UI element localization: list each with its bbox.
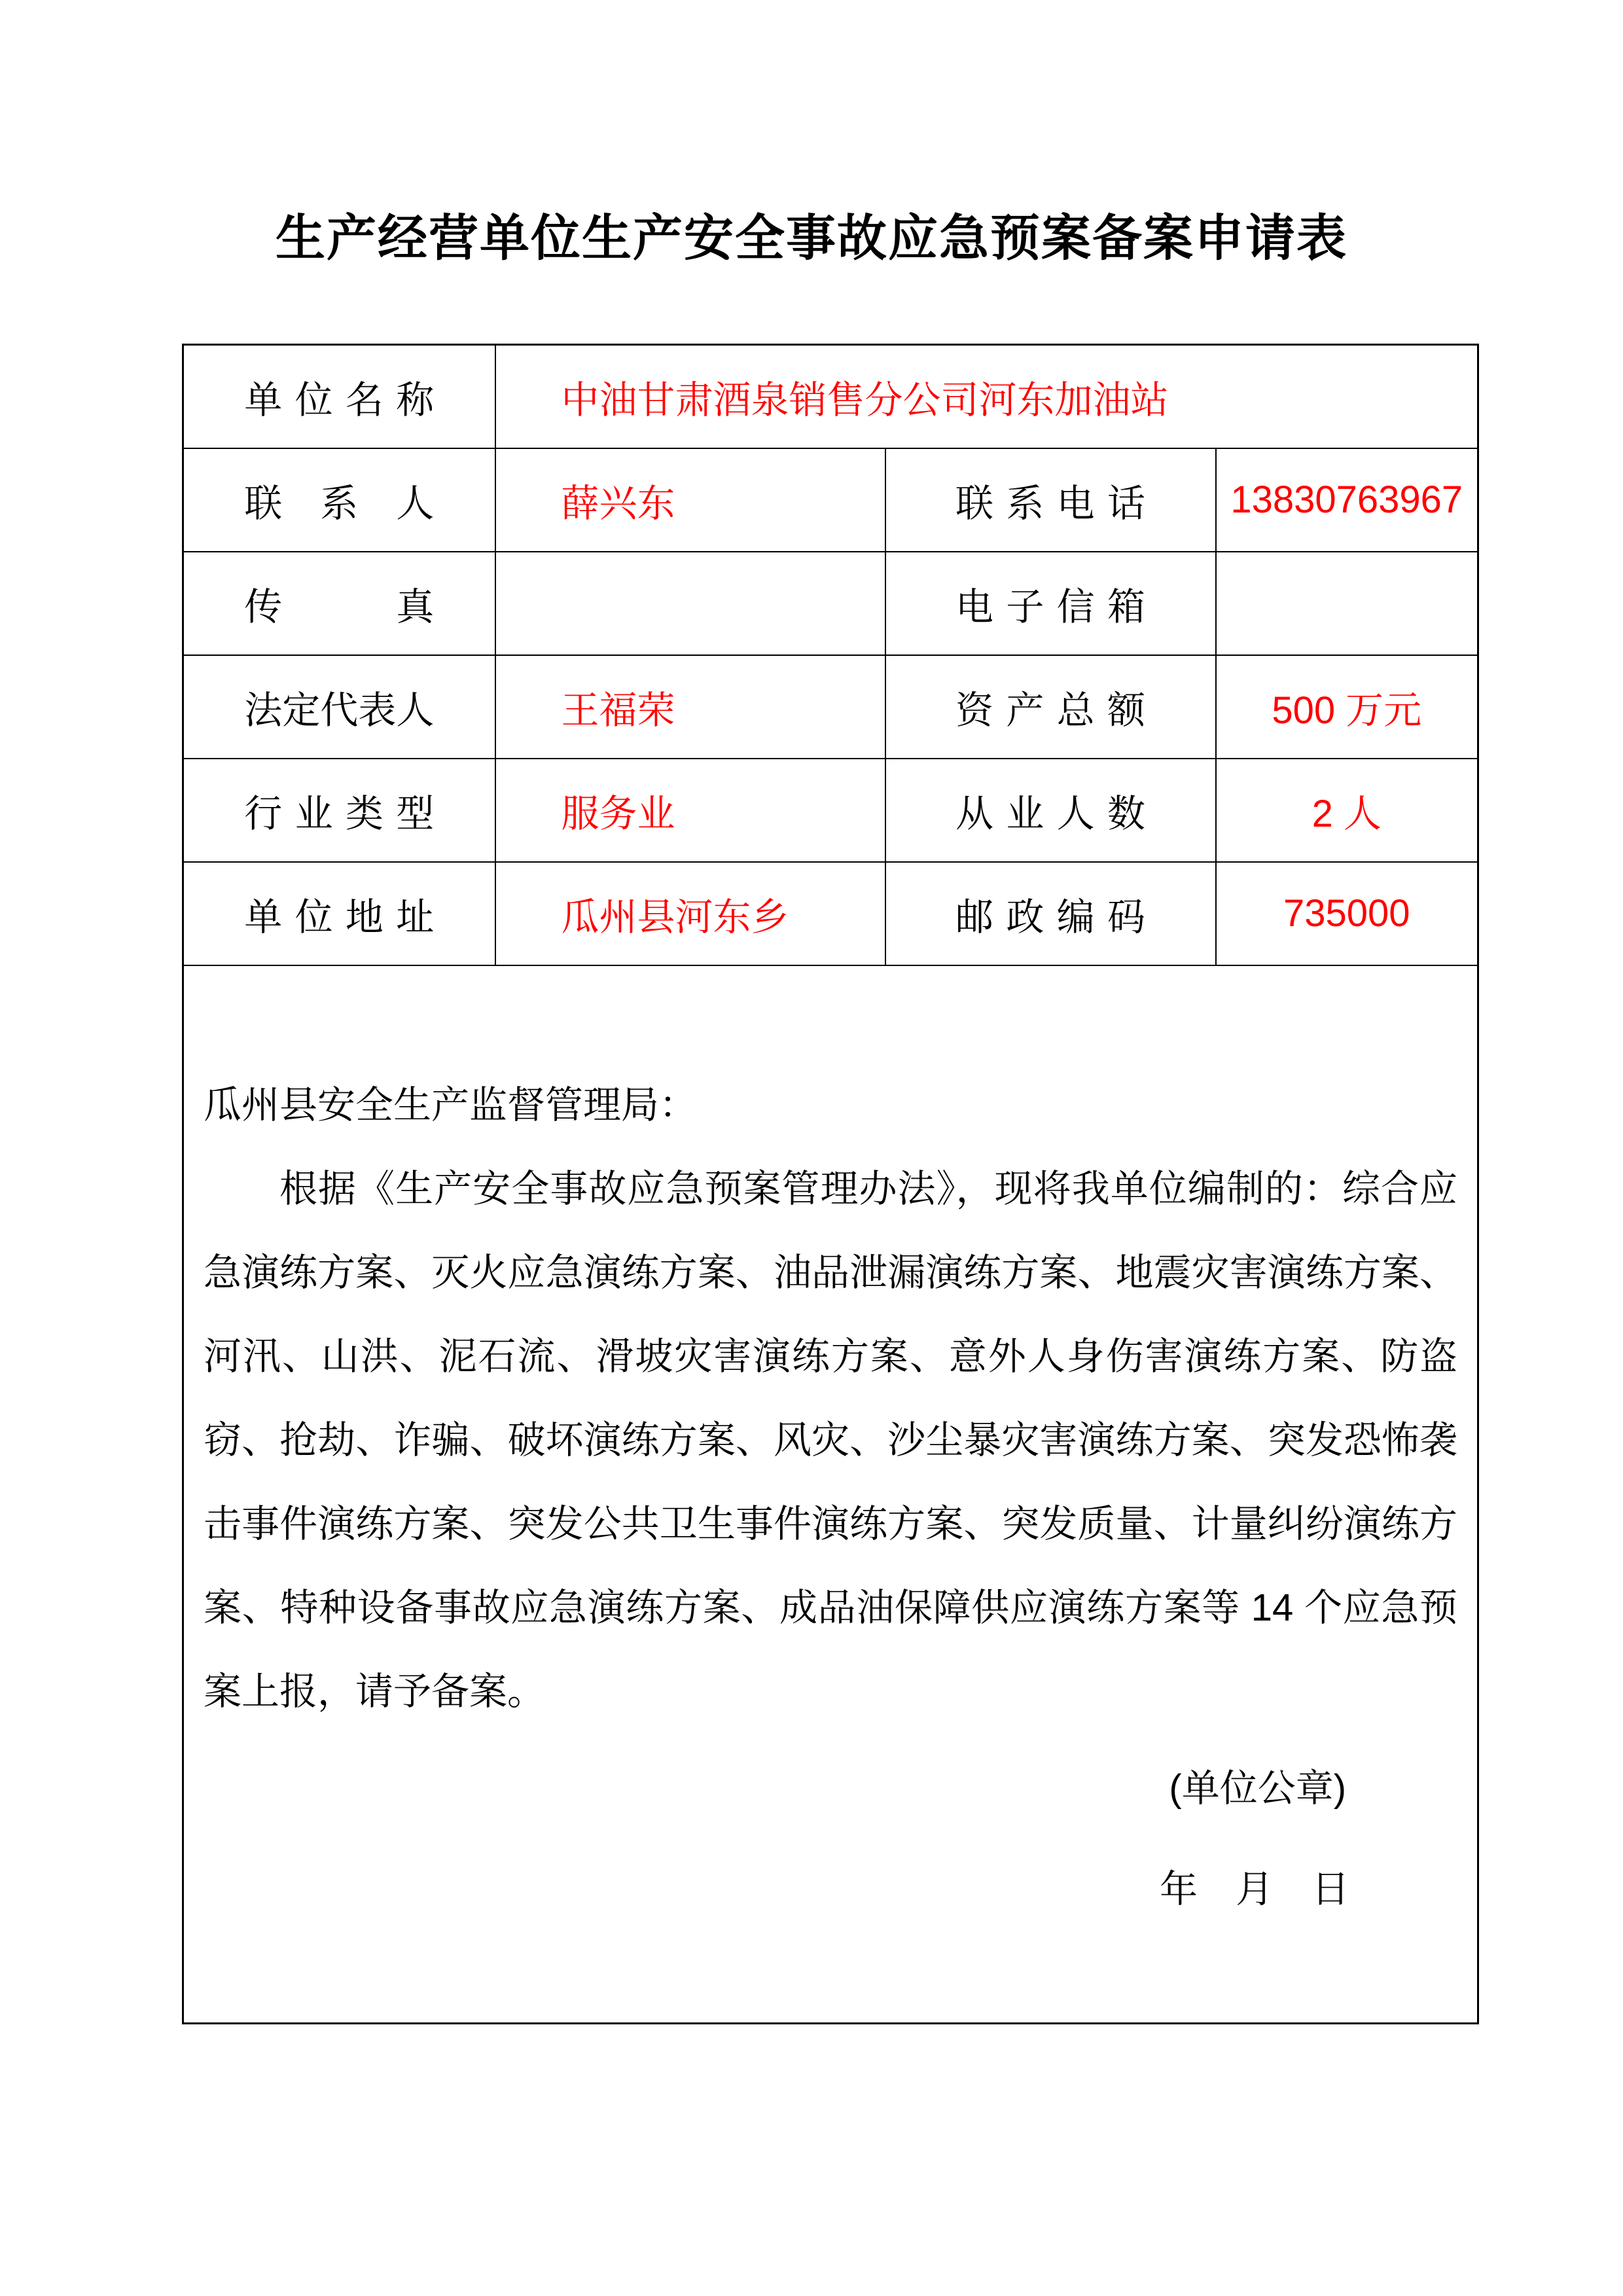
field-label-contact-person-text: 联系人 [244, 482, 435, 525]
field-label-unit-name [183, 345, 495, 448]
field-label-employee-count-text: 从业人数 [955, 792, 1145, 835]
statement-body: 根据《生产安全事故应急预案管理办法》，现将我单位编制的：综合应急演练方案、灭火应急演练方案、油品泄漏演练方案、地震灾害演练方案、河汛、山洪、泥石流、滑坡灾害演练方案、意外人身伤害演练方案、防盗窃、抢劫、诈骗、破坏演练方案、风灾、沙尘暴灾害演练方案、突发恐怖袭击事件演练方案、突发公共卫生事件演练方案、突发质量、计量纠纷演练方案、特种设备事故应急演练方案、成品油保障供应演练方案等 14 个应急预案上报，请予备案。 [204, 1167, 1458, 1713]
field-label-legal-representative [183, 655, 495, 759]
statement-stamp-placeholder: (单位公章) [1169, 1767, 1347, 1810]
field-label-unit-name-text: 单位名称 [244, 378, 435, 422]
field-label-industry-type [183, 759, 495, 862]
field-value-contact-person: 薛兴东 [495, 448, 885, 552]
page-title: 生产经营单位生产安全事故应急预案备案申请表 [276, 211, 1347, 266]
application-form-table [182, 344, 1479, 2024]
field-label-phone-text: 联系电话 [955, 482, 1145, 525]
field-value-fax [495, 552, 885, 655]
field-value-employee-count: 2 人 [1216, 759, 1478, 862]
field-value-phone: 13830763967 [1216, 448, 1478, 552]
field-value-legal-representative: 王福荣 [495, 655, 885, 759]
table-row-legal-rep [183, 655, 1478, 759]
table-row-address [183, 862, 1478, 965]
field-label-email-text: 电子信箱 [955, 585, 1145, 628]
statement-cell [183, 965, 1478, 2024]
field-label-legal-representative-text: 法定代表人 [244, 689, 435, 732]
field-value-unit-address: 瓜州县河东乡 [495, 862, 885, 965]
table-row-fax [183, 552, 1478, 655]
field-label-unit-address-text: 单位地址 [244, 895, 435, 939]
table-row-unit-name [183, 345, 1478, 448]
field-label-email [885, 552, 1216, 655]
field-value-postal-code: 735000 [1216, 862, 1478, 965]
table-row-contact [183, 448, 1478, 552]
field-label-total-assets-text: 资产总额 [955, 689, 1145, 732]
field-label-phone [885, 448, 1216, 552]
field-label-postal-code-text: 邮政编码 [955, 895, 1145, 939]
field-label-postal-code [885, 862, 1216, 965]
field-value-unit-name: 中油甘肃酒泉销售分公司河东加油站 [495, 345, 1478, 448]
field-label-fax [183, 552, 495, 655]
table-row-statement [183, 965, 1478, 2024]
field-label-employee-count [885, 759, 1216, 862]
field-value-total-assets: 500 万元 [1216, 655, 1478, 759]
field-label-fax-text: 传真 [244, 585, 435, 628]
statement-addressee: 瓜州县安全生产监督管理局： [204, 1083, 698, 1126]
table-row-industry [183, 759, 1478, 862]
statement-date-placeholder: 年 月 日 [1160, 1867, 1350, 1910]
field-label-contact-person [183, 448, 495, 552]
field-value-industry-type: 服务业 [495, 759, 885, 862]
field-value-email [1216, 552, 1478, 655]
field-label-industry-type-text: 行业类型 [244, 792, 435, 835]
field-label-unit-address [183, 862, 495, 965]
field-label-total-assets [885, 655, 1216, 759]
